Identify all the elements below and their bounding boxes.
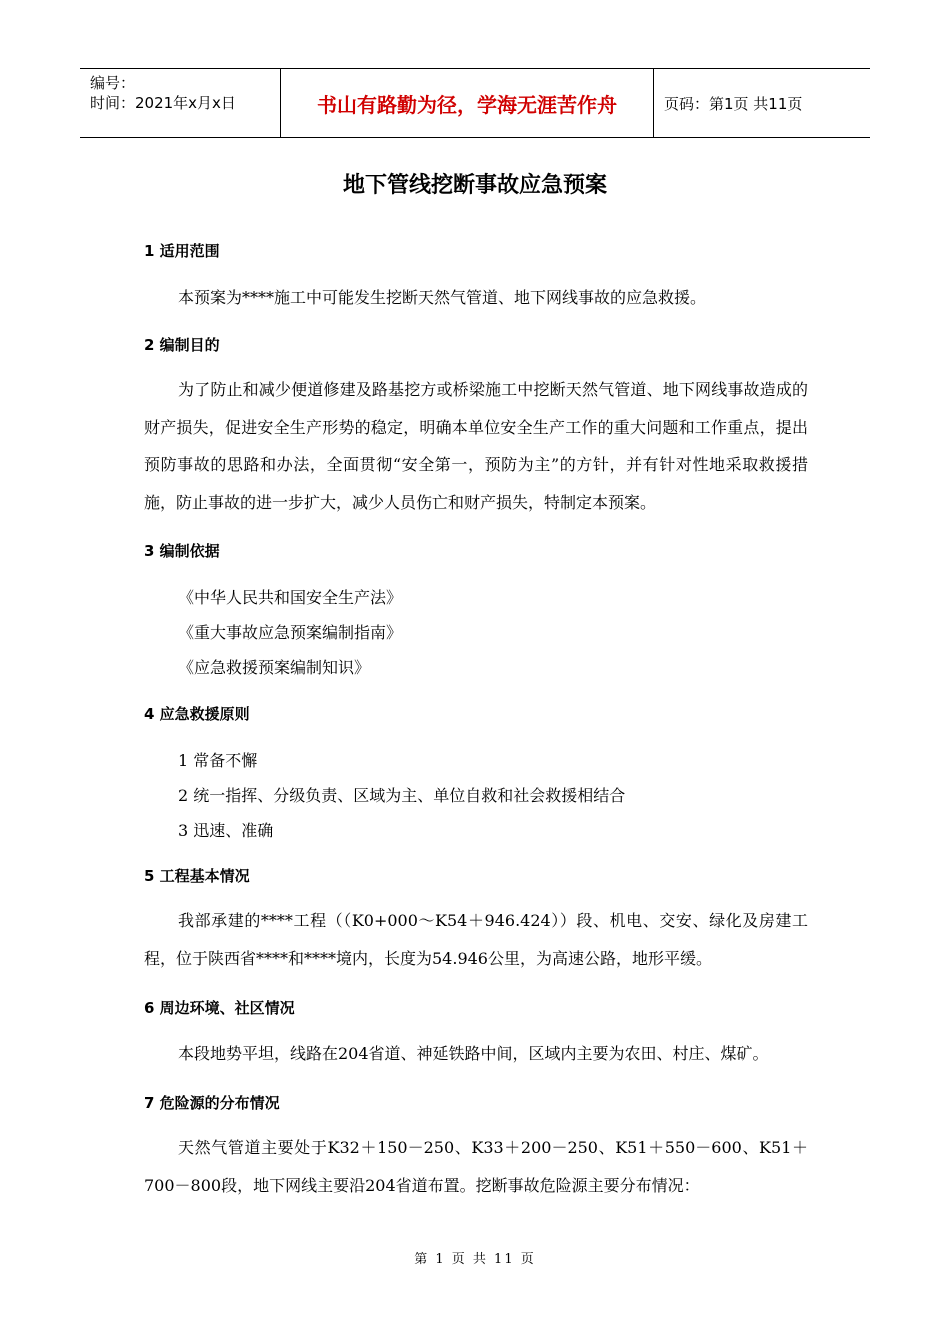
section-paragraph: 天然气管道主要处于K32＋150－250、K33＋200－250、K51＋550－600、K51＋700－800段，地下网线主要沿204省道布置。挖断事故危险源主要分布情况： xyxy=(144,1138,808,1195)
date-label: 时间：2021年x月x日 xyxy=(90,94,236,112)
header-table xyxy=(80,68,870,138)
document-title: 地下管线挖断事故应急预案 xyxy=(342,173,607,198)
list-item: 《重大事故应急预案编制指南》 xyxy=(178,623,403,642)
section-heading: 4 应急救援原则 xyxy=(144,705,250,723)
number-label: 编号： xyxy=(90,74,136,92)
section-paragraph: 为了防止和减少便道修建及路基挖方或桥梁施工中挖断天然气管道、地下网线事故造成的财产损失，促进安全生产形势的稳定，明确本单位安全生产工作的重大问题和工作重点，提出预防事故的思路和办法，全面贯彻“安全第一，预防为主”的方针，并有针对性地采取救援措施，防止事故的进一步扩大，减少人员伤亡和财产损失，特制定本预案。 xyxy=(144,380,808,512)
page-footer: 第 1 页 共 11 页 xyxy=(414,1252,536,1267)
section-heading: 3 编制依据 xyxy=(144,542,220,560)
list-item: 3 迅速、准确 xyxy=(178,821,274,840)
list-item: 《应急救援预案编制知识》 xyxy=(178,658,371,677)
header-left-cell xyxy=(80,69,281,137)
section-heading: 2 编制目的 xyxy=(144,336,220,354)
list-item: 2 统一指挥、分级负责、区域为主、单位自救和社会救援相结合 xyxy=(178,786,626,805)
section-paragraph: 我部承建的****工程（（K0+000～K54＋946.424））段、机电、交安、绿化及房建工程，位于陕西省****和****境内，长度为54.946公里，为高速公路，地形平缓。 xyxy=(144,911,808,968)
list-item: 1 常备不懈 xyxy=(178,751,258,770)
section-paragraph: 本预案为****施工中可能发生挖断天然气管道、地下网线事故的应急救援。 xyxy=(178,288,707,307)
section-heading: 7 危险源的分布情况 xyxy=(144,1094,280,1112)
list-item: 《中华人民共和国安全生产法》 xyxy=(178,588,403,607)
motto: 书山有路勤为径，学海无涯苦作舟 xyxy=(281,69,654,137)
section-paragraph: 本段地势平坦，线路在204省道、神延铁路中间，区域内主要为农田、村庄、煤矿。 xyxy=(178,1044,769,1063)
section-heading: 5 工程基本情况 xyxy=(144,867,250,885)
section-heading: 6 周边环境、社区情况 xyxy=(144,999,295,1017)
page-info: 页码：第1页 共11页 xyxy=(664,94,803,113)
section-heading: 1 适用范围 xyxy=(144,242,220,260)
